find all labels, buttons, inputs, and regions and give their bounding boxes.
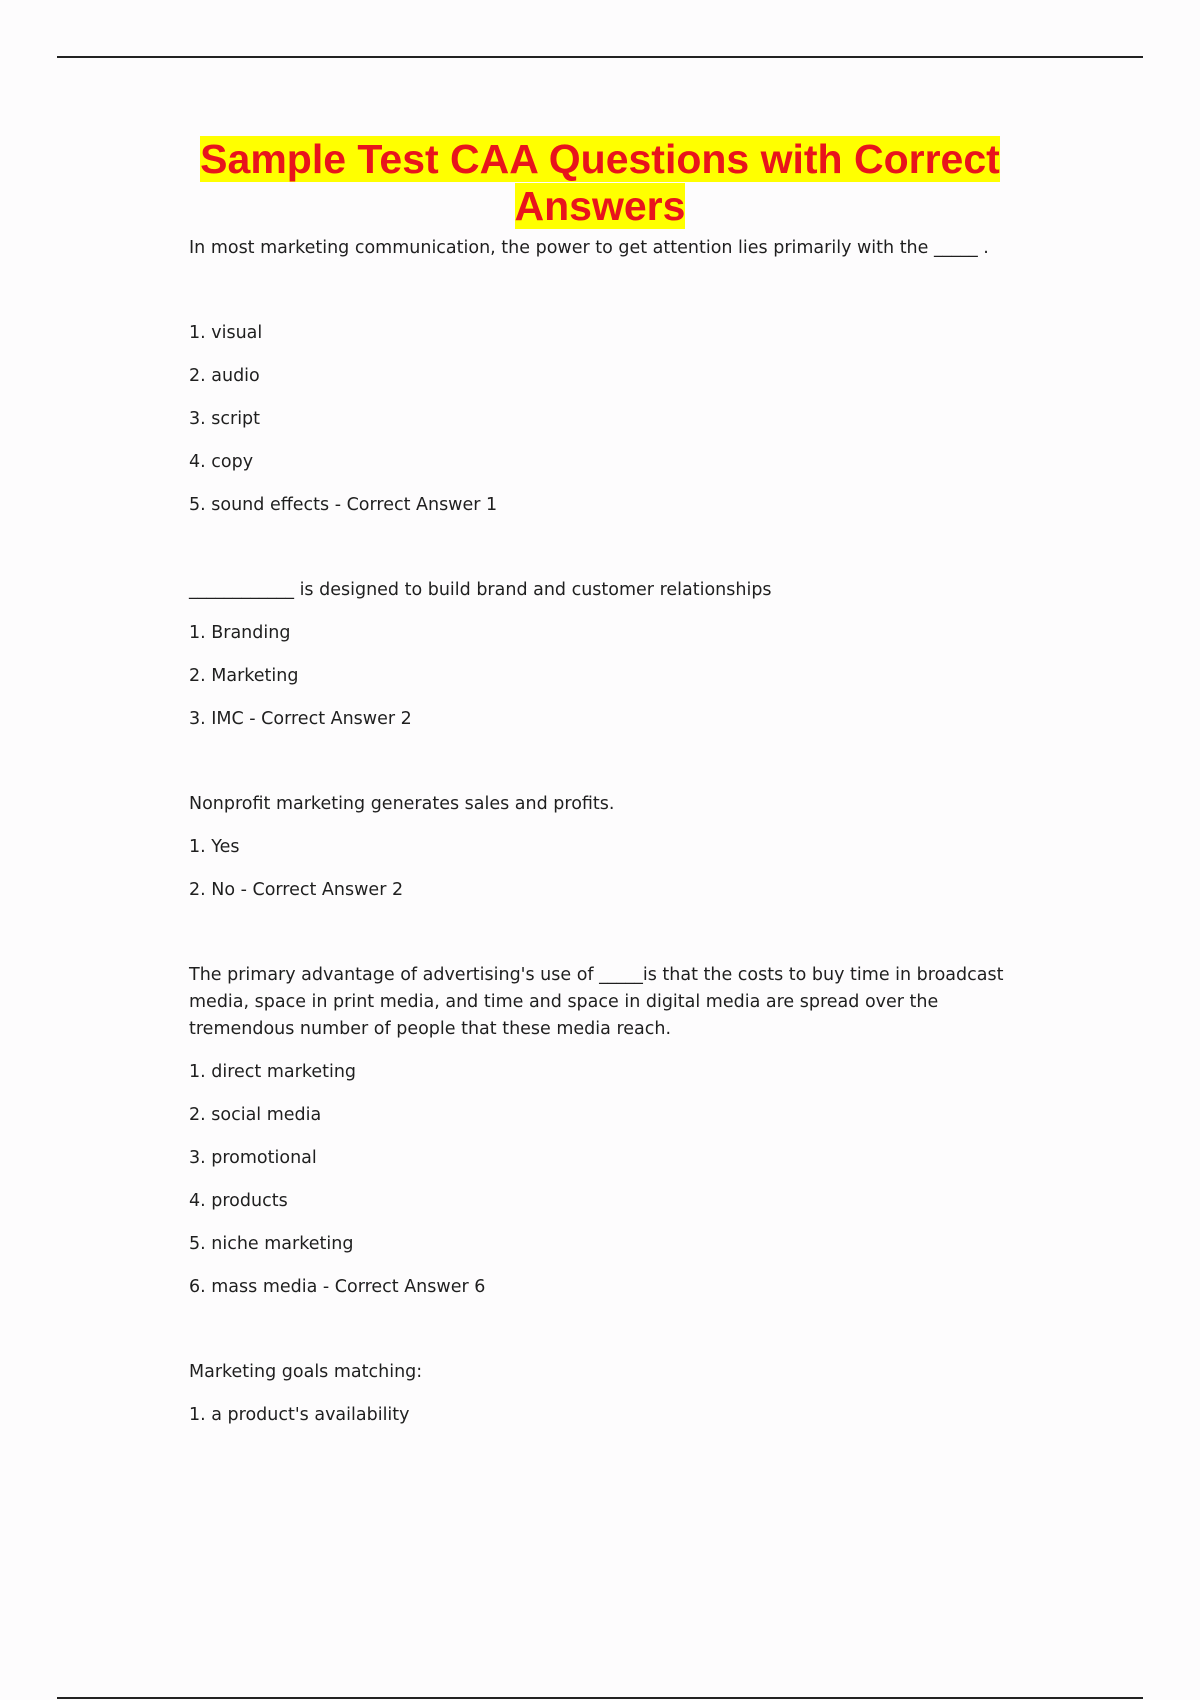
top-rule — [57, 56, 1143, 58]
question-prompt: Marketing goals matching: — [189, 1362, 423, 1382]
title-line-2: Answers — [514, 183, 686, 229]
option: 1. a product's availability — [189, 1405, 410, 1425]
title-line-1: Sample Test CAA Questions with Correct — [200, 136, 1000, 182]
option: 4. products — [189, 1191, 288, 1211]
option: 1. direct marketing — [189, 1062, 357, 1082]
question-list — [189, 235, 1049, 1429]
question-prompt: In most marketing communication, the power to get attention lies primarily with the _____ . — [189, 238, 989, 258]
option-answer: 3. IMC - Correct Answer 2 — [189, 709, 412, 729]
option: 2. Marketing — [189, 666, 299, 686]
option: 5. niche marketing — [189, 1234, 354, 1254]
option: 1. visual — [189, 323, 263, 343]
option: 3. script — [189, 409, 261, 429]
option: 3. promotional — [189, 1148, 317, 1168]
option: 1. Yes — [189, 837, 240, 857]
option: 2. audio — [189, 366, 260, 386]
bottom-rule — [57, 1697, 1143, 1699]
option-answer: 2. No - Correct Answer 2 — [189, 880, 404, 900]
option-answer: 5. sound effects - Correct Answer 1 — [189, 495, 498, 515]
option: 2. social media — [189, 1105, 322, 1125]
document-title — [0, 136, 1200, 230]
question-prompt: Nonprofit marketing generates sales and profits. — [189, 794, 615, 814]
option: 1. Branding — [189, 623, 291, 643]
option-answer: 6. mass media - Correct Answer 6 — [189, 1277, 486, 1297]
question-prompt: ____________ is designed to build brand and customer relationships — [189, 580, 772, 600]
option: 4. copy — [189, 452, 254, 472]
question-prompt: The primary advantage of advertising's use of _____is that the costs to buy time in broadcast media, space in print media, and time and space in digital media are spread over the tremendous number of people that these media reach. — [189, 965, 1004, 1039]
